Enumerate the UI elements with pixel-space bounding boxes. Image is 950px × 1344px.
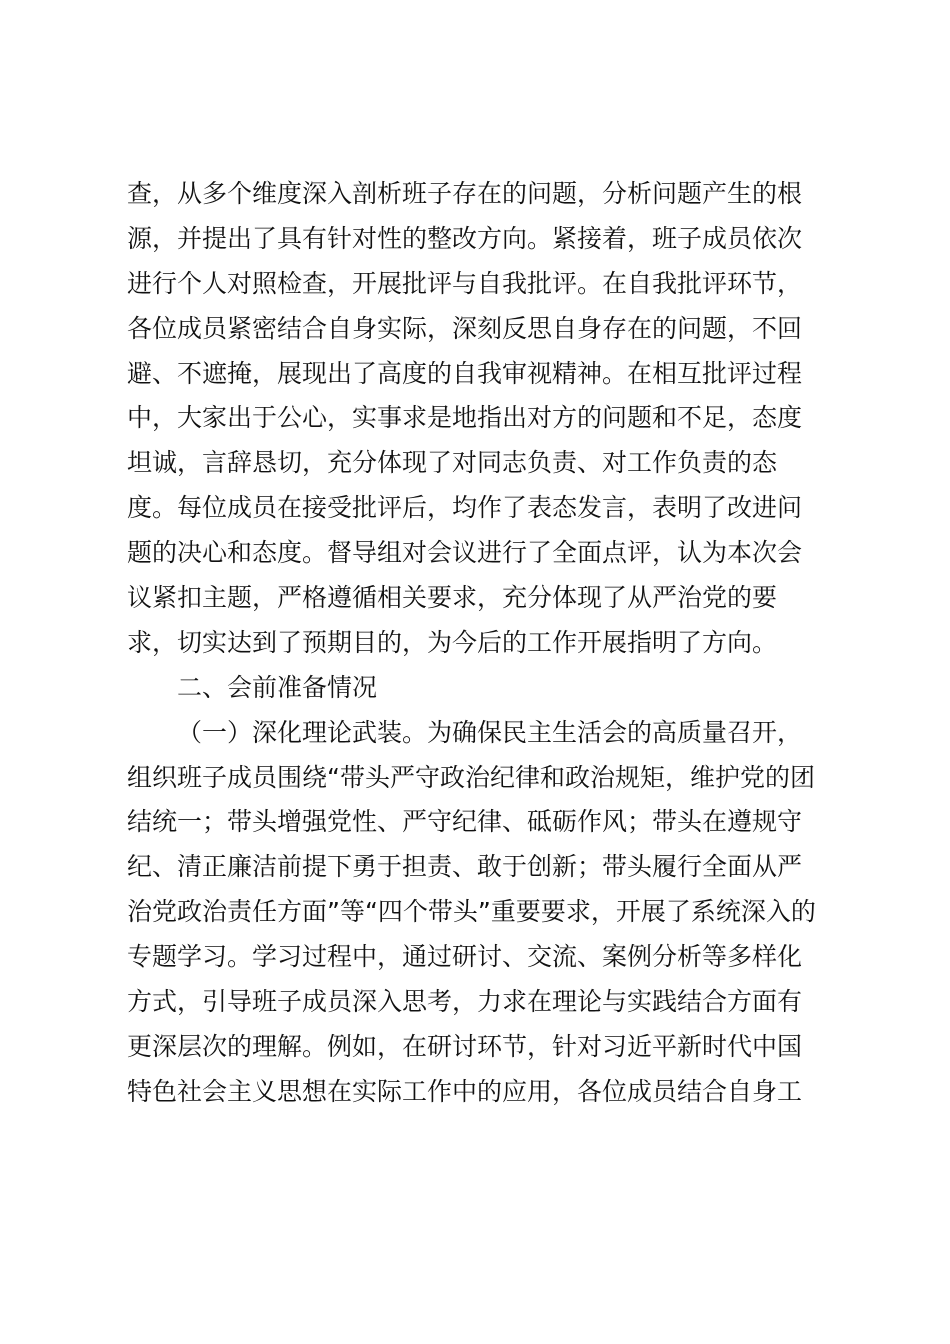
text-line: 治党政治责任方面”等“四个带头”重要要求，开展了系统深入的 — [127, 897, 816, 927]
text-line: 坦诚，言辞恳切，充分体现了对同志负责、对工作负责的态 — [127, 448, 778, 478]
text-line: 结统一；带头增强党性、严守纪律、砥砺作风；带头在遵规守 — [127, 807, 803, 837]
text-line: 专题学习。学习过程中，通过研讨、交流、案例分析等多样化 — [127, 942, 803, 972]
text-line: 组织班子成员围绕“带头严守政治纪律和政治规矩，维护党的团 — [127, 762, 815, 792]
text-line: 特色社会主义思想在实际工作中的应用，各位成员结合自身工 — [127, 1076, 803, 1106]
text-line: 避、不遮掩，展现出了高度的自我审视精神。在相互批评过程 — [127, 358, 803, 388]
text-line: 度。每位成员在接受批评后，均作了表态发言，表明了改进问 — [127, 493, 803, 523]
text-line: 更深层次的理解。例如，在研讨环节，针对习近平新时代中国 — [127, 1031, 803, 1061]
text-line: 议紧扣主题，严格遵循相关要求，充分体现了从严治党的要 — [127, 583, 778, 613]
section-heading: 二、会前准备情况 — [177, 672, 378, 702]
text-line: 查，从多个维度深入剖析班子存在的问题，分析问题产生的根 — [127, 179, 803, 208]
text-line: 进行个人对照检查，开展批评与自我批评。在自我批评环节， — [127, 268, 803, 298]
text-line: 各位成员紧密结合自身实际，深刻反思自身存在的问题，不回 — [127, 313, 803, 343]
text-line: 方式，引导班子成员深入思考，力求在理论与实践结合方面有 — [127, 987, 803, 1017]
text-line: 源，并提出了具有针对性的整改方向。紧接着，班子成员依次 — [127, 223, 803, 253]
subsection-heading-line: （一）深化理论武装。为确保民主生活会的高质量召开， — [177, 717, 803, 747]
body-text — [127, 172, 827, 1115]
text-line: 题的决心和态度。督导组对会议进行了全面点评，认为本次会 — [127, 538, 803, 568]
text-line: 中，大家出于公心，实事求是地指出对方的问题和不足，态度 — [127, 403, 803, 433]
text-line: 求，切实达到了预期目的，为今后的工作开展指明了方向。 — [127, 627, 778, 657]
text-line: 纪、清正廉洁前提下勇于担责、敢于创新；带头履行全面从严 — [127, 852, 803, 882]
